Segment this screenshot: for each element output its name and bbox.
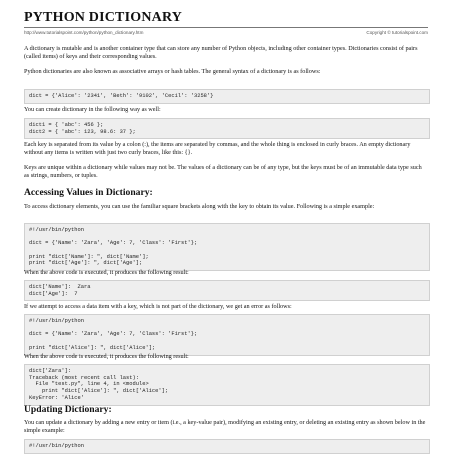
code-line: print "dict['Alice']: ", dict['Alice']; — [29, 344, 156, 351]
source-url: http://www.tutorialspoint.com/python/python_dictionary.htm — [24, 30, 144, 35]
code-block — [24, 314, 430, 356]
code-line: dict = {'Name': 'Zara', 'Age': 7, 'Class': 'First'}; — [29, 331, 198, 338]
code-line: KeyError: 'Alice' — [29, 394, 84, 401]
code-line: #!/usr/bin/python — [29, 318, 84, 324]
updating-paragraph-1: You can update a dictionary by adding a new entry or item (i.e., a key-value pair), modifying an existing entry, or deleting an existing entry as shown below in the simple example: — [24, 419, 426, 435]
header-rule — [24, 27, 428, 28]
intro-paragraph-4: Each key is separated from its value by a colon (:), the items are separated by commas, and the whole thing is enclosed in curly braces. An empty dictionary without any items is written with just two curly braces, like this: {}. — [24, 141, 411, 157]
accessing-paragraph-3: If we attempt to access a data item with a key, which is not part of the dictionary, we get an error as follows: — [24, 303, 292, 310]
accessing-paragraph-1: To access dictionary elements, you can use the familiar square brackets along with the key to obtain its value. Following is a simple example: — [24, 203, 375, 210]
code-line: File "test.py", line 4, in <module> — [29, 381, 149, 388]
code-line — [29, 338, 425, 345]
code-line: print "dict['Age']: ", dict['Age']; — [29, 260, 143, 267]
accessing-paragraph-2: When the above code is executed, it produces the following result: — [24, 269, 189, 276]
code-block — [24, 118, 430, 139]
intro-paragraph-5: Keys are unique within a dictionary while values may not be. The values of a dictionary can be of any type, but the keys must be of an immutable data type such as strings, numbers, or tuples. — [24, 164, 422, 180]
section-heading: Updating Dictionary: — [24, 404, 112, 415]
page-title: PYTHON DICTIONARY — [24, 10, 183, 25]
code-block — [24, 364, 430, 406]
intro-paragraph-3: You can create dictionary in the following way as well: — [24, 106, 161, 113]
intro-paragraph-1: A dictionary is mutable and is another container type that can store any number of Python objects, including other container types. Dictionaries consist of pairs (called items) of keys and their corresponding values. — [24, 45, 418, 61]
code-line: #!/usr/bin/python — [29, 443, 84, 449]
code-line: dict2 = { 'abc': 123, 98.6: 37 }; — [29, 128, 136, 135]
code-line — [29, 325, 425, 332]
code-line: dict['Age']: 7 — [29, 290, 78, 297]
code-line — [29, 247, 425, 254]
section-heading: Accessing Values in Dictionary: — [24, 187, 153, 198]
code-line: Traceback (most recent call last): — [29, 374, 139, 381]
code-line — [29, 234, 425, 241]
code-block — [24, 280, 430, 301]
code-block — [24, 89, 430, 104]
code-line: print "dict['Name']: ", dict['Name']; — [29, 253, 149, 260]
code-line: dict = {'Alice': '2341', 'Beth': '9102', 'Cecil': '3258'} — [29, 93, 214, 99]
code-line: dict['Name']: Zara — [29, 284, 91, 290]
code-block — [24, 223, 430, 271]
code-line: print "dict['Alice']: ", dict['Alice']; — [29, 388, 169, 395]
intro-paragraph-2: Python dictionaries are also known as associative arrays or hash tables. The general syntax of a dictionary is as follows: — [24, 68, 321, 75]
code-line: #!/usr/bin/python — [29, 227, 84, 233]
code-line: dict['Zara']: — [29, 368, 72, 374]
code-line: dict1 = { 'abc': 456 }; — [29, 122, 104, 128]
accessing-paragraph-4: When the above code is executed, it produces the following result: — [24, 353, 189, 360]
copyright-notice: Copyright © tutorialspoint.com — [366, 30, 428, 35]
code-line: dict = {'Name': 'Zara', 'Age': 7, 'Class': 'First'}; — [29, 240, 198, 247]
